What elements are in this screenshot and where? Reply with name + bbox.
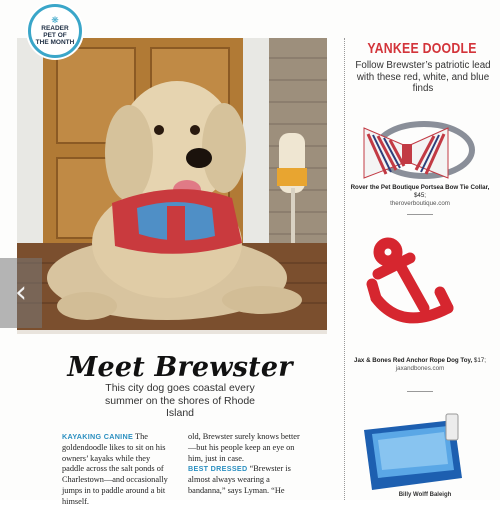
product-price: $17; bbox=[472, 357, 486, 364]
article-column-1 bbox=[62, 432, 174, 508]
sidebar-title: YANKEE DOODLE bbox=[367, 40, 477, 57]
travel-bowl-image bbox=[358, 408, 468, 500]
product-caption-anchor-toy bbox=[350, 357, 490, 373]
bow-tie-collar-image bbox=[356, 110, 476, 190]
dog-photo bbox=[17, 38, 327, 330]
reader-pet-badge bbox=[28, 4, 82, 58]
photo-bottom-border bbox=[17, 330, 327, 334]
kicker-kayaking-canine: KAYAKING CANINE bbox=[62, 432, 134, 441]
product-separator bbox=[407, 214, 433, 215]
bone-icon: ❋ bbox=[51, 15, 59, 25]
article-column-2 bbox=[188, 432, 302, 497]
chevron-left-icon: ‹ bbox=[15, 275, 27, 310]
column-2-text-b: “Brewster is almost always wearing a bandanna,” says Lyman. “He bbox=[188, 464, 291, 495]
product-name: Rover the Pet Boutique Portsea Bow Tie Collar, bbox=[350, 184, 490, 191]
previous-page-button[interactable] bbox=[0, 258, 42, 328]
column-1-text: The goldendoodle likes to sit on his owners’ kayaks while they paddle across the salt ponds of Charlestown—and occasionally jumps in to paddle around a bit himself. bbox=[62, 432, 168, 506]
column-2-text: old, Brewster surely knows better—but his people keep an eye on him, just in case. bbox=[188, 432, 300, 463]
product-separator bbox=[407, 391, 433, 392]
badge-label: READER PET OF THE MONTH bbox=[35, 25, 75, 46]
product-url[interactable]: jaxandbones.com bbox=[395, 365, 445, 372]
sidebar-intro: Follow Brewster’s patriotic lead with these red, white, and blue finds bbox=[355, 60, 491, 94]
product-caption-bow-tie bbox=[350, 184, 490, 208]
product-name: Jax & Bones Red Anchor Rope Dog Toy, bbox=[354, 357, 473, 364]
anchor-rope-toy-image bbox=[362, 236, 462, 336]
product-url[interactable]: theroverboutique.com bbox=[390, 200, 450, 207]
article-headline: Meet Brewster bbox=[67, 352, 293, 383]
product-caption-bowl: Billy Wolff Baleigh bbox=[398, 492, 452, 498]
article-subhead: This city dog goes coastal every summer on the shores of Rhode Island bbox=[105, 382, 255, 419]
kicker-best-dressed: BEST DRESSED bbox=[188, 464, 248, 474]
column-divider bbox=[344, 38, 345, 500]
product-price: $45; bbox=[413, 192, 427, 199]
dog-photo-illustration bbox=[17, 38, 327, 330]
